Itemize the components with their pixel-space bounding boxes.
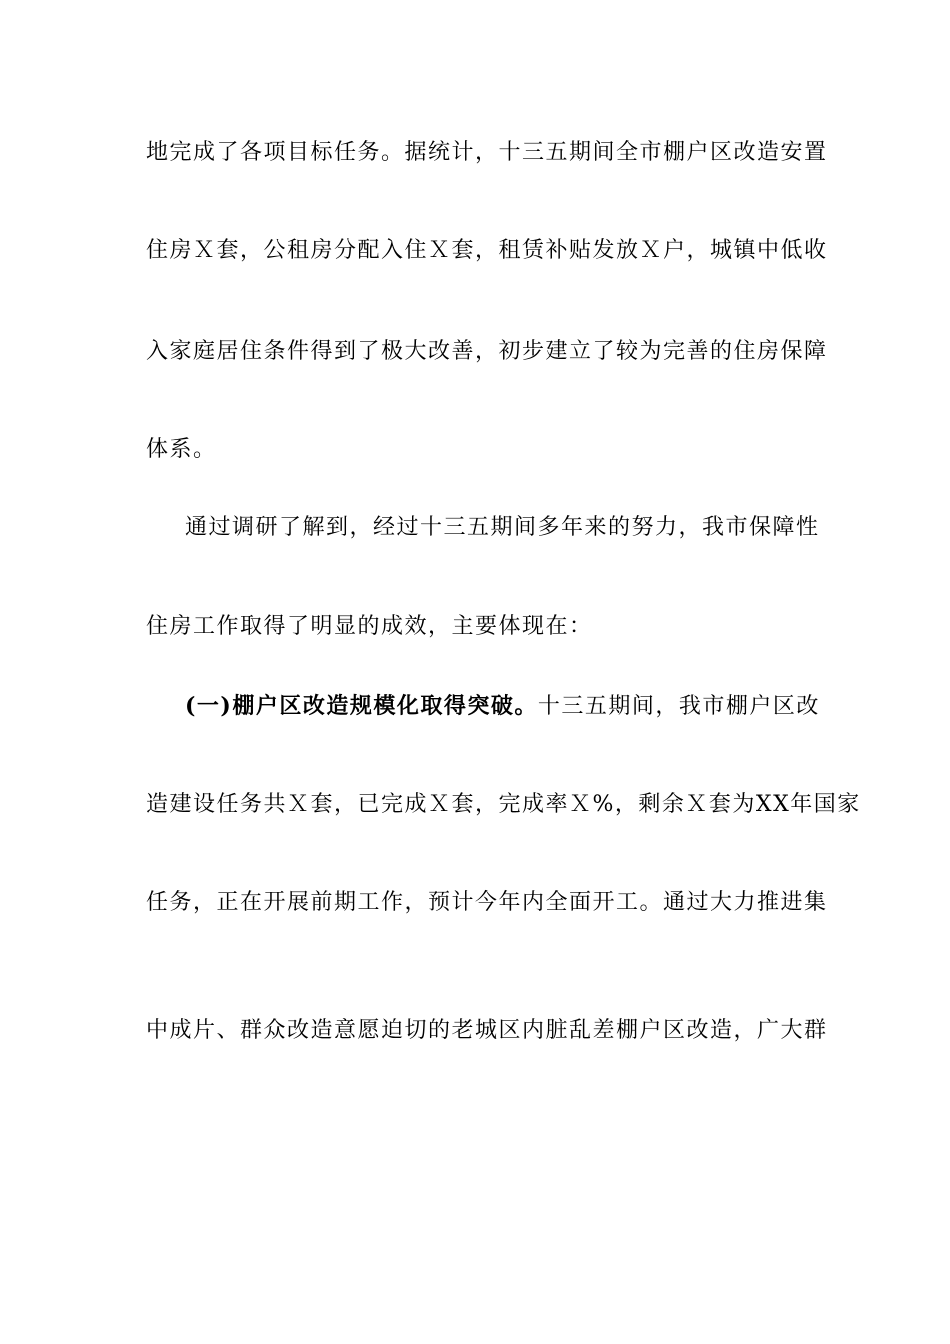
paragraph-line: 造建设任务共Ｘ套，已完成Ｘ套，完成率Ｘ%，剩余Ｘ套为XX年国家 [146, 792, 861, 817]
paragraph-line: 住房Ｘ套，公租房分配入住Ｘ套，租赁补贴发放Ｘ户，城镇中低收 [146, 238, 828, 263]
paragraph-line: 通过调研了解到，经过十三五期间多年来的努力，我市保障性 [185, 515, 820, 540]
section-heading-line [185, 691, 820, 722]
paragraph-line: 中成片、群众改造意愿迫切的老城区内脏乱差棚户区改造，广大群 [146, 1018, 828, 1043]
paragraph-line: 任务，正在开展前期工作，预计今年内全面开工。通过大力推进集 [146, 890, 828, 915]
paragraph-line: 地完成了各项目标任务。据统计，十三五期间全市棚户区改造安置 [146, 140, 828, 165]
section-heading: (一)棚户区改造规模化取得突破。 [185, 693, 538, 719]
paragraph-line: 住房工作取得了明显的成效，主要体现在： [146, 614, 593, 639]
paragraph-line: 入家庭居住条件得到了极大改善，初步建立了较为完善的住房保障 [146, 339, 828, 364]
section-heading-text: 十三五期间，我市棚户区改 [537, 694, 820, 719]
paragraph-line: 体系。 [146, 437, 217, 462]
